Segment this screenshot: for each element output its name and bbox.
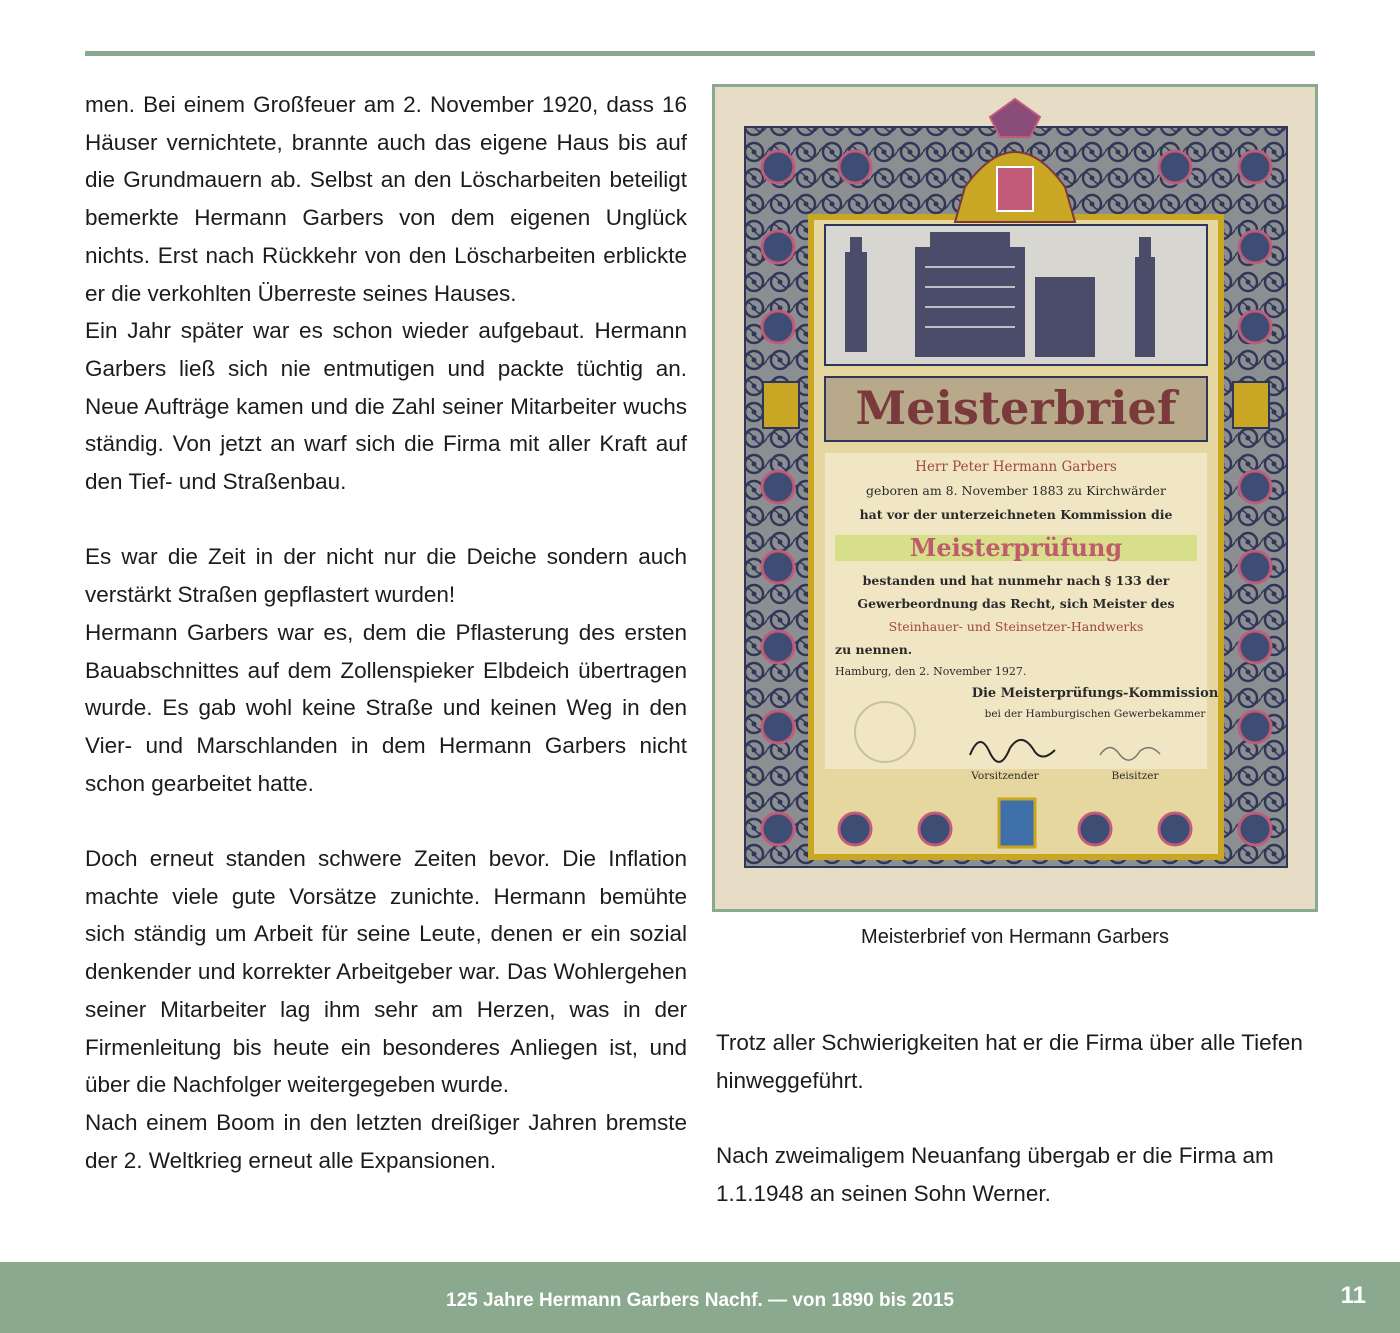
right-text-column xyxy=(716,1024,1318,1213)
paragraph-handover: Nach zweimaligem Neuanfang übergab er die Firma am 1.1.1948 an seinen Sohn Werner. xyxy=(716,1143,1274,1206)
cert-name: Herr Peter Hermann Garbers xyxy=(915,459,1117,475)
cert-line-5: Steinhauer- und Steinsetzer-Handwerks xyxy=(888,619,1144,634)
cert-chamber: bei der Hamburgischen Gewerbekammer xyxy=(984,708,1206,720)
cert-exam: Meisterprüfung xyxy=(909,533,1123,562)
cert-line-3: bestanden und hat nunmehr nach § 133 der xyxy=(862,573,1170,588)
figure-caption: Meisterbrief von Hermann Garbers xyxy=(861,926,1169,948)
cert-chair: Vorsitzender xyxy=(971,770,1039,782)
top-rule xyxy=(85,51,1315,56)
page-number: 11 xyxy=(1340,1282,1366,1309)
paragraph-war: Nach einem Boom in den letzten dreißiger Jahren bremste der 2. Weltkrieg erneut alle Expansionen. xyxy=(85,1109,687,1173)
paragraph-rebuilt: Ein Jahr später war es schon wieder aufgebaut. Hermann Garbers ließ sich nie entmutigen und packte tüchtig an. Neue Aufträge kamen und die Zahl seiner Mitarbeiter wuchs ständig. Von jetzt an warf sich die Firma mit aller Kraft auf den Tief- und Straßenbau. xyxy=(85,318,687,495)
cert-line-2: hat vor der unterzeichneten Kommission die xyxy=(859,507,1173,522)
cert-assessor: Beisitzer xyxy=(1111,770,1159,782)
cert-line-4: Gewerbeordnung das Recht, sich Meister des xyxy=(857,596,1175,611)
footer-title: 125 Jahre Hermann Garbers Nachf. — von 1890 bis 2015 xyxy=(446,1290,954,1311)
paragraph-paving: Hermann Garbers war es, dem die Pflasterung des ersten Bauabschnittes auf dem Zollenspieker Elbdeich übertragen wurde. Es gab wohl keine Straße und keinen Weg in den Vier- und Marschlanden in dem Hermann Garbers nicht schon gearbeitet hatte. xyxy=(85,619,687,796)
left-text-column xyxy=(85,86,687,1179)
footer-bar xyxy=(0,1262,1400,1333)
paragraph-fire: men. Bei einem Großfeuer am 2. November 1920, dass 16 Häuser vernichtete, brannte auch das eigene Haus bis auf die Grundmauern ab. Selbst an den Löscharbeiten beteiligt bemerkte Hermann Garbers von dem eigenen Unglück nichts. Erst nach Rückkehr von den Löscharbeiten erblickte er die verkohlten Überreste seines Hauses. xyxy=(85,92,687,306)
paragraph-difficulties: Trotz aller Schwierigkeiten hat er die Firma über alle Tiefen hinweggeführt. xyxy=(716,1030,1303,1093)
paragraph-streets: Es war die Zeit in der nicht nur die Deiche sondern auch verstärkt Straßen gepflastert wurden! xyxy=(85,544,687,608)
certificate-heading: Meisterbrief xyxy=(855,381,1177,435)
certificate-photo xyxy=(712,84,1318,912)
cert-commission: Die Meisterprüfungs-Kommission xyxy=(971,686,1219,701)
cert-place-date: Hamburg, den 2. November 1927. xyxy=(835,665,1027,678)
cert-line-1: geboren am 8. November 1883 zu Kirchwärder xyxy=(866,483,1166,498)
cert-line-6: zu nennen. xyxy=(835,642,913,657)
paragraph-inflation: Doch erneut standen schwere Zeiten bevor. Die Inflation machte viele gute Vorsätze zunichte. Hermann bemühte sich ständig um Arbeit für seine Leute, denen er ein sozial denkender und korrekter Arbeitgeber war. Das Wohlergehen seiner Mitarbeiter lag ihm sehr am Herzen, was in der Firmenleitung bis heute ein besonderes Anliegen ist, und über die Nachfolger weitergegeben wurde. xyxy=(85,846,687,1098)
meisterbrief-image xyxy=(715,87,1315,909)
